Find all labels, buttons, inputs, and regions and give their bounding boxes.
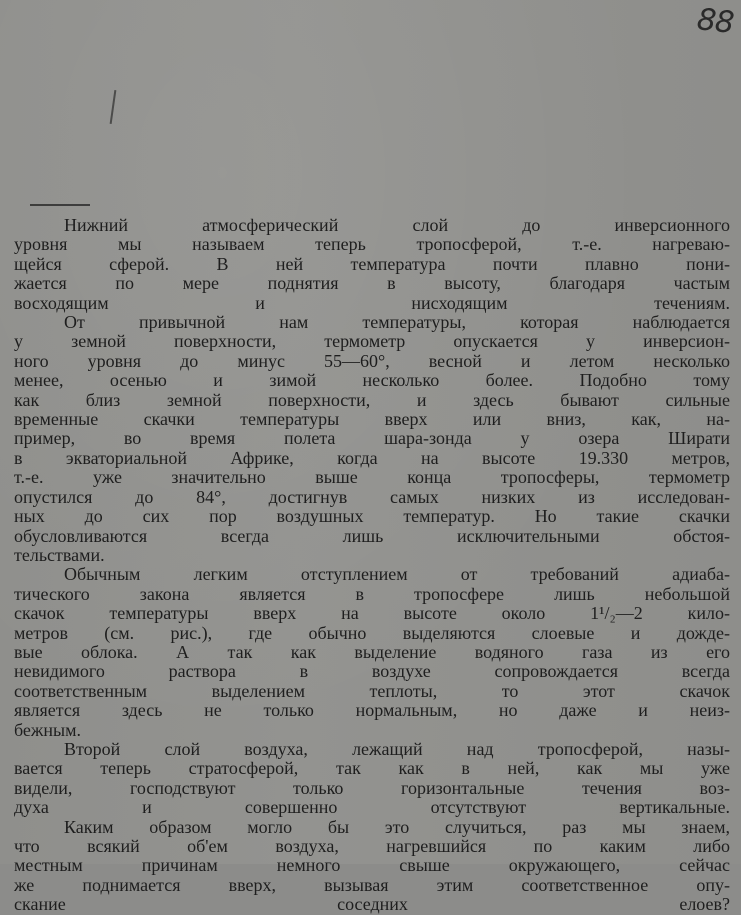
- text-line: Каким образом могло бы это случиться, раз мы знаем,: [64, 816, 730, 837]
- text-line: жается по мере поднятия в высоту, благодаря частым: [14, 273, 730, 294]
- text-line: пример, во время полета шара-зонда у озера Ширати: [14, 428, 730, 449]
- text-line: невидимого раствора в воздухе сопровождается всегда: [14, 661, 730, 682]
- paragraph-2: [14, 313, 730, 565]
- paragraph-4: [14, 740, 730, 818]
- text-line: скачок температуры вверх на высоте около 1¹/₂—2 кило-: [14, 603, 730, 624]
- text-line: восходящим и нисходящим течениям.: [14, 292, 730, 313]
- text-line: менее, осенью и зимой несколько более. Подобно тому: [14, 370, 730, 391]
- text-line: опустился до 84°, достигнув самых низких из исследован-: [14, 486, 730, 507]
- text-line: у земной поверхности, термометр опускается у инверсион-: [14, 331, 730, 352]
- text-line: духа и совершенно отсутствуют вертикальные.: [14, 797, 730, 818]
- text-line: является здесь не только нормальным, но даже и неиз-: [14, 700, 730, 721]
- margin-dash-mark: [30, 204, 90, 206]
- body-text: [14, 216, 730, 915]
- text-line: ных до сих пор воздушных температур. Но такие скачки: [14, 506, 730, 527]
- text-line: бежным.: [14, 719, 81, 740]
- paragraph-5: [14, 818, 730, 915]
- text-line: видели, господствуют только горизонтальные течения воз-: [14, 777, 730, 798]
- text-line: тельствами.: [14, 544, 105, 565]
- text-line: вые облока. А так как выделение водяного газа из его: [14, 641, 730, 662]
- text-line: Нижний атмосферический слой до инверсионного: [64, 215, 730, 235]
- text-line: Обычным легким отступлением от требований адиаба-: [64, 564, 730, 585]
- text-line: вается теперь стратосферой, так как в ней, как мы уже: [14, 758, 730, 779]
- text-line: метров (см. рис.), где обычно выделяются слоевые и дожде-: [14, 622, 730, 643]
- text-line: местным причинам немного свыше окружающего, сейчас: [14, 855, 730, 876]
- text-line: соответственным выделением теплоты, то этот скачок: [14, 680, 730, 701]
- text-line: От привычной нам температуры, которая наблюдается: [64, 312, 730, 333]
- text-line: т.-е. уже значительно выше конца тропосферы, термометр: [14, 467, 730, 488]
- text-line: уровня мы называем теперь тропосферой, т.-е. нагреваю-: [14, 234, 730, 255]
- text-line: временные скачки температуры вверх или вниз, как, на-: [14, 409, 730, 430]
- text-line: в экваториальной Африке, когда на высоте 19.330 метров,: [14, 447, 730, 468]
- text-line: Второй слой воздуха, лежащий над тропосферой, назы-: [64, 738, 730, 759]
- text-line: как близ земной поверхности, и здесь бывают сильные: [14, 389, 730, 410]
- page-number: 88: [695, 2, 735, 41]
- text-line: что всякий об'ем воздуха, нагревшийся по каким либо: [14, 836, 730, 856]
- text-line: скание соседних елоев?: [14, 894, 730, 915]
- paragraph-1: [14, 216, 730, 313]
- text-line: обусловливаются всегда лишь исключительными обстоя-: [14, 525, 730, 546]
- text-line: щейся сферой. В ней температура почти плавно пони-: [14, 253, 730, 274]
- text-line: ного уровня до минус 55—60°, весной и летом несколько: [14, 350, 730, 371]
- paragraph-3: [14, 565, 730, 740]
- text-line: же поднимается вверх, вызывая этим соответственное опу-: [14, 874, 730, 895]
- text-line: тического закона является в тропосфере лишь небольшой: [14, 583, 730, 604]
- pencil-mark: [110, 90, 117, 124]
